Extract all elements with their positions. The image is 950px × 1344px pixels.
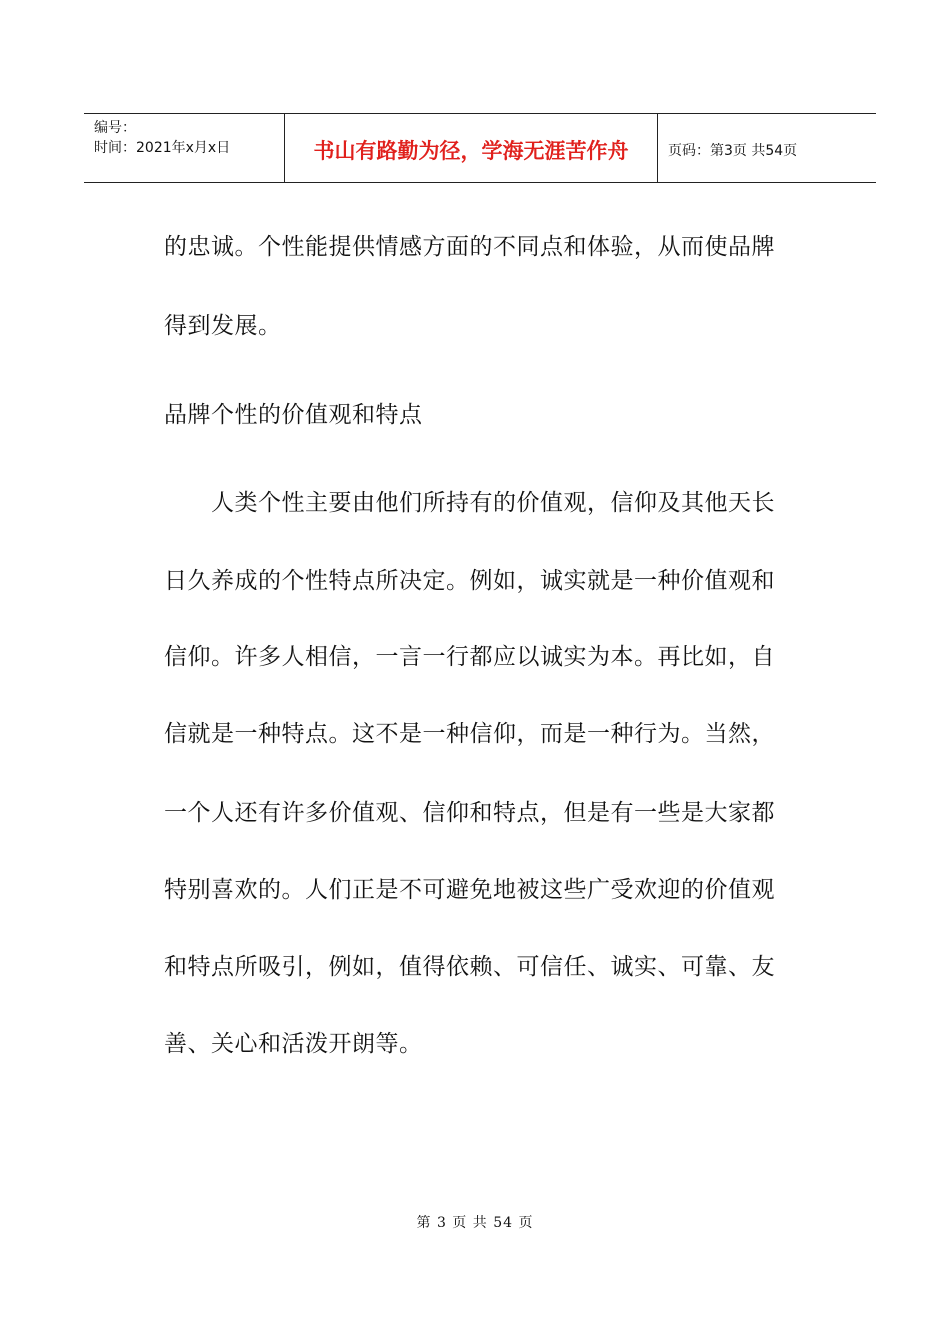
document-header [84, 113, 876, 183]
paragraph-line: 特别喜欢的。人们正是不可避免地被这些广受欢迎的价值观 [164, 877, 775, 903]
paragraph-line: 善、关心和活泼开朗等。 [164, 1031, 423, 1057]
header-meta-cell [84, 114, 285, 182]
header-page-cell [658, 114, 876, 182]
header-page-info: 页码：第3页 共54页 [668, 143, 798, 159]
paragraph-line: 信就是一种特点。这不是一种信仰，而是一种行为。当然， [164, 721, 775, 747]
paragraph-line: 得到发展。 [164, 313, 282, 339]
page-number-footer: 第 3 页 共 54 页 [416, 1215, 534, 1231]
header-motto-cell [285, 114, 658, 182]
section-heading: 品牌个性的价值观和特点 [164, 402, 423, 428]
header-motto: 书山有路勤为径，学海无涯苦作舟 [313, 139, 629, 163]
paragraph-line: 的忠诚。个性能提供情感方面的不同点和体验，从而使品牌 [164, 234, 775, 260]
paragraph-line: 一个人还有许多价值观、信仰和特点，但是有一些是大家都 [164, 800, 775, 826]
paragraph-line: 人类个性主要由他们所持有的价值观，信仰及其他天长 [164, 490, 775, 516]
paragraph-line: 日久养成的个性特点所决定。例如，诚实就是一种价值观和 [164, 568, 775, 594]
paragraph-line: 和特点所吸引，例如，值得依赖、可信任、诚实、可靠、友 [164, 954, 775, 980]
paragraph-line: 信仰。许多人相信，一言一行都应以诚实为本。再比如，自 [164, 644, 775, 670]
document-time-label: 时间：2021年x月x日 [94, 140, 231, 156]
document-number-label: 编号： [94, 120, 136, 136]
